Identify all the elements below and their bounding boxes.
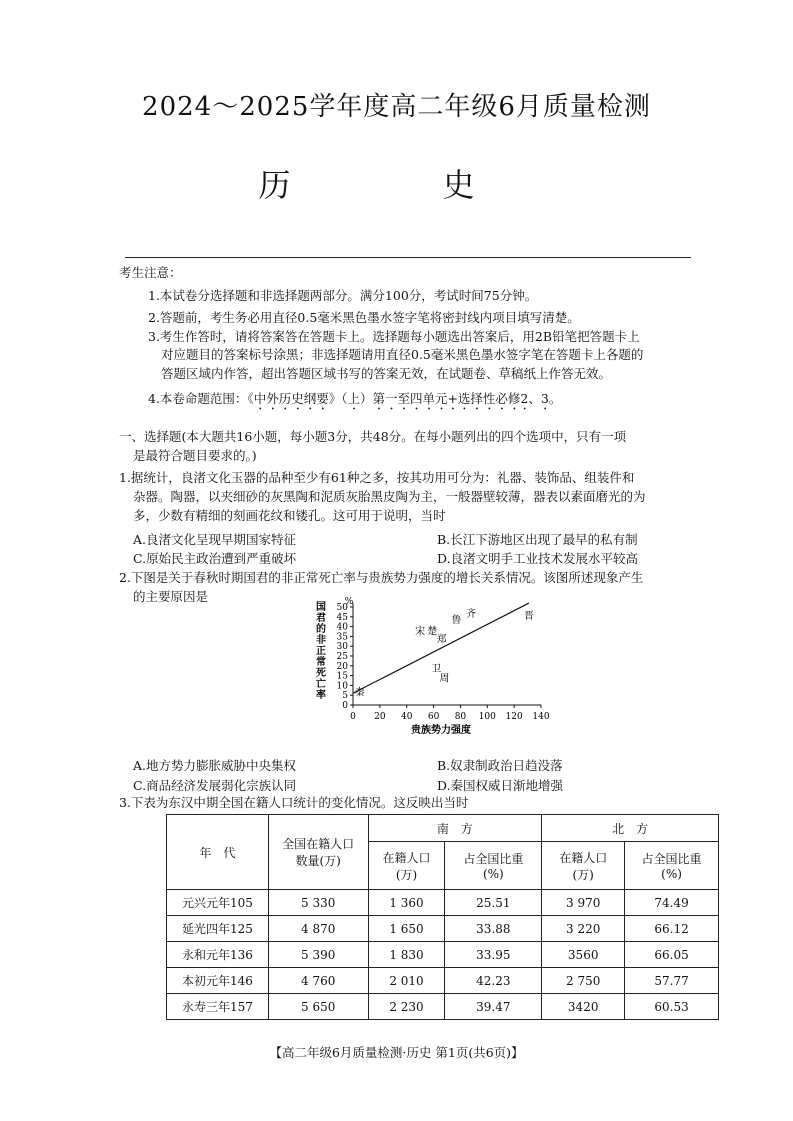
header-south: 南 方 <box>368 815 542 842</box>
population-table <box>166 814 719 1020</box>
subject-title: 历 史 <box>258 166 535 204</box>
header-north-pct <box>625 842 719 890</box>
header-south-pop-line2: (万) <box>395 867 418 882</box>
x-tick-label: 80 <box>454 712 467 722</box>
cell-north-pop: 3420 <box>542 994 625 1020</box>
cell-north-pct: 66.05 <box>625 942 719 968</box>
notice-item-3-line1: 3.考生作答时，请将答案答在答题卡上。选择题每小题选出答案后，用2B铅笔把答题卡上 <box>148 329 640 344</box>
x-tick-label: 140 <box>532 712 550 722</box>
page-footer: 【高二年级6月质量检测·历史 第1页(共6页)】 <box>269 1045 524 1060</box>
q1-stem-line2: 杂器。陶器，以夹细砂的灰黑陶和泥质灰胎黑皮陶为主，一般器壁较薄，器表以素面磨光的为 <box>133 489 646 504</box>
x-tick-label: 40 <box>400 712 413 722</box>
cell-south-pop: 2 230 <box>368 994 445 1020</box>
table-row <box>167 994 719 1020</box>
notice-item-3-line3: 答题区域内作答，超出答题区域书写的答案无效，在试题卷、草稿纸上作答无效。 <box>161 366 612 381</box>
cell-total: 4 760 <box>268 968 368 994</box>
cell-year: 元兴元年105 <box>167 890 269 916</box>
q2-stem-line2: 的主要原因是 <box>133 589 209 604</box>
y-axis-label-char: 率 <box>316 690 326 701</box>
y-tick-label: 0 <box>342 701 348 711</box>
y-tick-label: 5 <box>342 691 348 702</box>
y-axis-label-char: 正 <box>316 646 326 657</box>
cell-north-pct: 60.53 <box>625 994 719 1020</box>
cell-total: 5 650 <box>268 994 368 1020</box>
q2-option-a[interactable]: A.地方势力膨胀威胁中央集权 <box>133 758 297 773</box>
y-axis-label-char: 君 <box>316 613 326 624</box>
y-tick-label: 30 <box>336 642 348 653</box>
point-label-卫: 卫 <box>431 663 442 675</box>
cell-south-pct: 25.51 <box>445 890 542 916</box>
q2-chart <box>305 592 565 742</box>
cell-south-pop: 1 830 <box>368 942 445 968</box>
header-year: 年 代 <box>167 815 269 890</box>
section-1-heading-line1: 一、选择题(本大题共16小题，每小题3分，共48分。在每小题列出的四个选项中，只有一项 <box>119 429 627 444</box>
notice-item-4-prefix: 4.本卷命题范围： <box>148 391 248 406</box>
cell-year: 延光四年125 <box>167 916 269 942</box>
x-tick-label: 120 <box>505 712 523 722</box>
point-label-宋: 宋 <box>415 626 426 638</box>
section-1-heading-line2: 是最符合题目要求的。) <box>133 448 257 463</box>
y-axis-label-char: 国 <box>316 602 326 613</box>
cell-south-pct: 39.47 <box>445 994 542 1020</box>
header-south-pop-line1: 在籍人口 <box>382 850 431 865</box>
x-axis-label: 贵族势力强度 <box>411 725 471 736</box>
title-divider <box>125 257 691 258</box>
cell-north-pct: 74.49 <box>625 890 719 916</box>
exam-title: 2024～2025学年度高二年级6月质量检测 <box>142 92 651 122</box>
point-label-郑: 郑 <box>436 634 447 646</box>
header-total-line2: 数量(万) <box>295 854 341 868</box>
q2-option-b[interactable]: B.奴隶制政治日趋没落 <box>437 758 563 773</box>
q3-stem-line1: 3.下表为东汉中期全国在籍人口统计的变化情况。这反映出当时 <box>119 795 469 810</box>
header-south-pct-line2: (%) <box>482 867 504 881</box>
y-axis-label-char: 常 <box>316 657 326 668</box>
y-tick-label: 15 <box>336 671 348 682</box>
cell-south-pct: 33.95 <box>445 942 542 968</box>
cell-year: 本初元年146 <box>167 968 269 994</box>
cell-north-pct: 57.77 <box>625 968 719 994</box>
cell-south-pop: 2 010 <box>368 968 445 994</box>
header-south-pct-line1: 占全国比重 <box>463 852 524 866</box>
table-row <box>167 916 719 942</box>
cell-north-pop: 3560 <box>542 942 625 968</box>
table-row <box>167 890 719 916</box>
y-axis-label <box>316 600 326 701</box>
q1-option-a[interactable]: A.良渚文化呈现早期国家特征 <box>133 532 297 547</box>
cell-total: 4 870 <box>268 916 368 942</box>
cell-south-pct: 42.23 <box>445 968 542 994</box>
cell-north-pop: 2 750 <box>542 968 625 994</box>
header-south-pct <box>445 842 542 890</box>
cell-north-pct: 66.12 <box>625 916 719 942</box>
q1-stem-line1: 1.据统计，良渚文化玉器的品种至少有61种之多，按其功用可分为：礼器、装饰品、组装件和 <box>119 470 635 485</box>
cell-north-pop: 3 220 <box>542 916 625 942</box>
notice-item-3-line2: 对应题目的答案标号涂黑；非选择题请用直径0.5毫米黑色墨水签字笔在答题卡上各题的 <box>161 347 644 362</box>
header-north: 北 方 <box>542 815 719 842</box>
header-north-pop <box>542 842 625 890</box>
q1-stem-line3: 多，少数有精细的刻画花纹和镂孔。这可用于说明，当时 <box>133 508 446 523</box>
point-label-鲁: 鲁 <box>451 614 462 626</box>
x-tick-label: 0 <box>350 712 356 722</box>
y-tick-label: 50 <box>336 603 348 613</box>
y-axis-label-char: 非 <box>316 635 326 646</box>
y-tick-label: 20 <box>336 661 348 672</box>
x-tick-label: 60 <box>427 712 440 722</box>
cell-year: 永寿三年157 <box>167 994 269 1020</box>
notice-item-1: 1.本试卷分选择题和非选择题两部分。满分100分，考试时间75分钟。 <box>148 288 538 303</box>
q1-option-b[interactable]: B.长江下游地区出现了最早的私有制 <box>437 532 638 547</box>
point-label-楚: 楚 <box>427 626 438 638</box>
notice-item-2: 2.答题前，考生务必用直径0.5毫米黑色墨水签字笔将密封线内项目填写清楚。 <box>148 310 580 325</box>
y-axis-label-char: 死 <box>316 668 326 679</box>
y-tick-label: 45 <box>336 612 348 623</box>
y-tick-label: 40 <box>336 622 348 633</box>
q1-option-d[interactable]: D.良渚文明手工业技术发展水平较高 <box>437 551 639 566</box>
notice-item-4-range: 《中外历史纲要》（上）第一至四单元+选择性必修2、3 <box>247 391 549 406</box>
header-total-line1: 全国在籍人口 <box>282 837 355 851</box>
x-tick-label: 100 <box>478 712 496 722</box>
cell-south-pop: 1 650 <box>368 916 445 942</box>
notice-item-4-suffix: 。 <box>548 391 562 406</box>
point-label-晋: 晋 <box>523 610 534 622</box>
header-north-pop-line1: 在籍人口 <box>559 850 608 865</box>
notice-item-4 <box>148 390 561 413</box>
y-axis-unit: % <box>344 597 354 607</box>
notice-heading: 考生注意： <box>119 265 182 280</box>
y-tick-label: 10 <box>336 681 348 692</box>
q1-option-c[interactable]: C.原始民主政治遭到严重破坏 <box>133 551 297 566</box>
y-tick-label: 35 <box>336 632 348 643</box>
table-row <box>167 942 719 968</box>
x-tick-label: 20 <box>374 712 386 722</box>
header-north-pct-line1: 占全国比重 <box>641 852 702 866</box>
header-south-pop <box>368 842 445 890</box>
cell-south-pop: 1 360 <box>368 890 445 916</box>
point-label-周: 周 <box>439 673 450 685</box>
header-total <box>268 815 368 890</box>
y-tick-label: 25 <box>336 652 348 662</box>
header-north-pop-line2: (万) <box>572 867 594 882</box>
q2-stem-line1: 2.下图是关于春秋时期国君的非正常死亡率与贵族势力强度的增长关系情况。该图所述现象产生 <box>119 570 644 585</box>
point-label-齐: 齐 <box>466 608 477 620</box>
cell-north-pop: 3 970 <box>542 890 625 916</box>
q2-option-d[interactable]: D.秦国权威日渐地增强 <box>437 778 564 793</box>
header-north-pct-line2: (%) <box>661 867 682 881</box>
cell-south-pct: 33.88 <box>445 916 542 942</box>
cell-year: 永和元年136 <box>167 942 269 968</box>
point-label-秦: 秦 <box>354 687 365 699</box>
cell-total: 5 330 <box>268 890 368 916</box>
q2-option-c[interactable]: C.商品经济发展弱化宗族认同 <box>133 778 297 793</box>
cell-total: 5 390 <box>268 942 368 968</box>
y-axis-label-char: 亡 <box>316 679 326 690</box>
table-row <box>167 968 719 994</box>
y-axis-label-char: 的 <box>316 624 326 635</box>
